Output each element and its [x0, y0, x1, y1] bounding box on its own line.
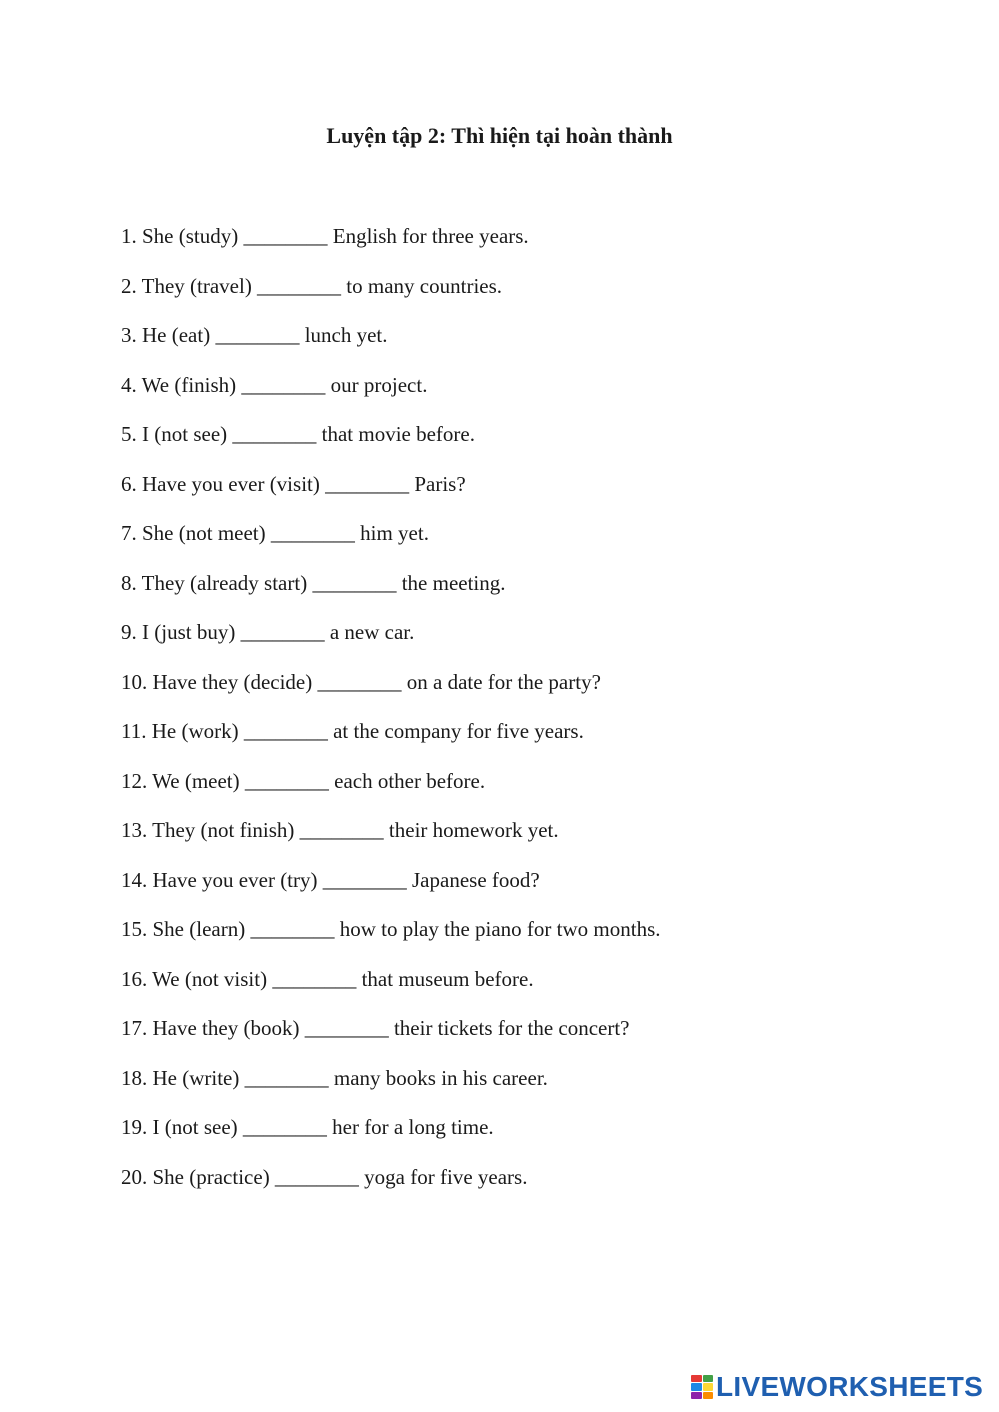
- logo-square: [703, 1392, 714, 1399]
- question-item: 14. Have you ever (try) ________ Japanese food?: [121, 867, 540, 892]
- logo-square: [691, 1392, 702, 1399]
- question-item: 4. We (finish) ________ our project.: [121, 372, 428, 397]
- question-item: 11. He (work) ________ at the company for five years.: [121, 719, 584, 743]
- question-item: 7. She (not meet) ________ him yet.: [121, 521, 429, 545]
- question-item: 17. Have they (book) ________ their tickets for the concert?: [121, 1016, 630, 1040]
- question-item: 10. Have they (decide) ________ on a date for the party?: [121, 669, 601, 694]
- question-item: 8. They (already start) ________ the meeting.: [121, 570, 506, 595]
- question-item: 12. We (meet) ________ each other before.: [121, 768, 486, 793]
- question-item: 13. They (not finish) ________ their homework yet.: [121, 818, 559, 842]
- question-item: 19. I (not see) ________ her for a long time.: [121, 1115, 494, 1139]
- brand-name: LIVEWORKSHEETS: [716, 1371, 984, 1402]
- question-item: 6. Have you ever (visit) ________ Paris?: [121, 471, 466, 496]
- question-item: 18. He (write) ________ many books in his career.: [121, 1065, 548, 1090]
- question-item: 20. She (practice) ________ yoga for five years.: [121, 1164, 528, 1189]
- question-item: 3. He (eat) ________ lunch yet.: [121, 323, 388, 347]
- logo-square: [691, 1375, 702, 1382]
- logo-square: [703, 1383, 714, 1390]
- question-item: 5. I (not see) ________ that movie before.: [121, 422, 475, 446]
- question-item: 15. She (learn) ________ how to play the piano for two months.: [121, 917, 661, 941]
- question-item: 16. We (not visit) ________ that museum before.: [121, 966, 534, 991]
- question-item: 2. They (travel) ________ to many countries.: [121, 273, 503, 298]
- liveworksheets-logo-icon: [691, 1375, 713, 1399]
- logo-square: [691, 1383, 702, 1390]
- page-title: Luyện tập 2: Thì hiện tại hoàn thành: [326, 123, 673, 148]
- question-item: 9. I (just buy) ________ a new car.: [121, 620, 415, 644]
- question-item: 1. She (study) ________ English for three years.: [121, 224, 529, 248]
- question-list: [121, 222, 661, 1212]
- logo-square: [703, 1375, 714, 1382]
- liveworksheets-brand[interactable]: [691, 1372, 983, 1402]
